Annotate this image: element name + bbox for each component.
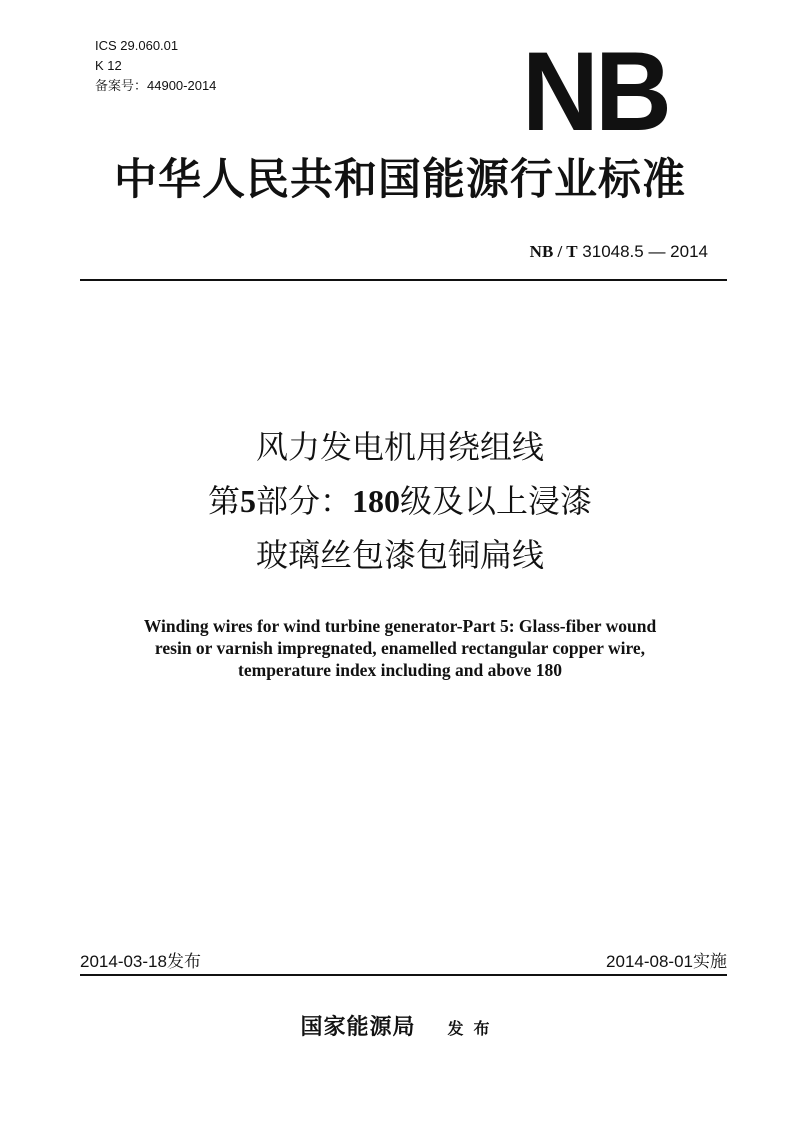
standard-number-value: 31048.5 — 2014 — [582, 242, 708, 261]
chinese-title-line-1: 风力发电机用绕组线 — [255, 428, 544, 466]
chinese-title-line-2 — [0, 474, 800, 528]
english-title-line-1: Winding wires for wind turbine generator-Part 5: Glass-fiber wound — [143, 616, 657, 636]
standard-title: 中华人民共和国能源行业标准 — [114, 155, 686, 205]
classification-block — [95, 36, 216, 96]
classification-code: K 12 — [95, 58, 122, 73]
top-divider — [80, 279, 727, 281]
nb-logo: NB — [522, 29, 669, 154]
part-label: 部分： — [255, 482, 352, 520]
filing-number: 备案号：44900-2014 — [95, 78, 217, 93]
bottom-divider — [80, 974, 727, 976]
english-title-line-3: temperature index including and above 180 — [238, 660, 562, 680]
english-title-line-2: resin or varnish impregnated, enamelled rectangular copper wire, — [154, 638, 646, 658]
issue-action: 发布 — [447, 1019, 500, 1038]
chinese-title — [0, 420, 800, 582]
implementation-date: 2014-08-01实施 — [606, 952, 727, 971]
english-title — [0, 615, 800, 681]
standard-number-prefix: NB / T — [529, 242, 578, 261]
issuing-organization: 国家能源局 — [300, 1014, 416, 1040]
standard-number — [530, 241, 708, 263]
ics-code: ICS 29.060.01 — [95, 38, 179, 53]
issuer-line — [0, 1012, 800, 1044]
temperature-class: 180 — [352, 483, 400, 519]
chinese-title-line-3: 玻璃丝包漆包铜扁线 — [255, 536, 544, 574]
part-number: 5 — [239, 483, 256, 519]
part-suffix: 级及以上浸漆 — [400, 482, 593, 520]
part-prefix: 第 — [207, 482, 240, 520]
issue-date: 2014-03-18发布 — [80, 952, 201, 971]
